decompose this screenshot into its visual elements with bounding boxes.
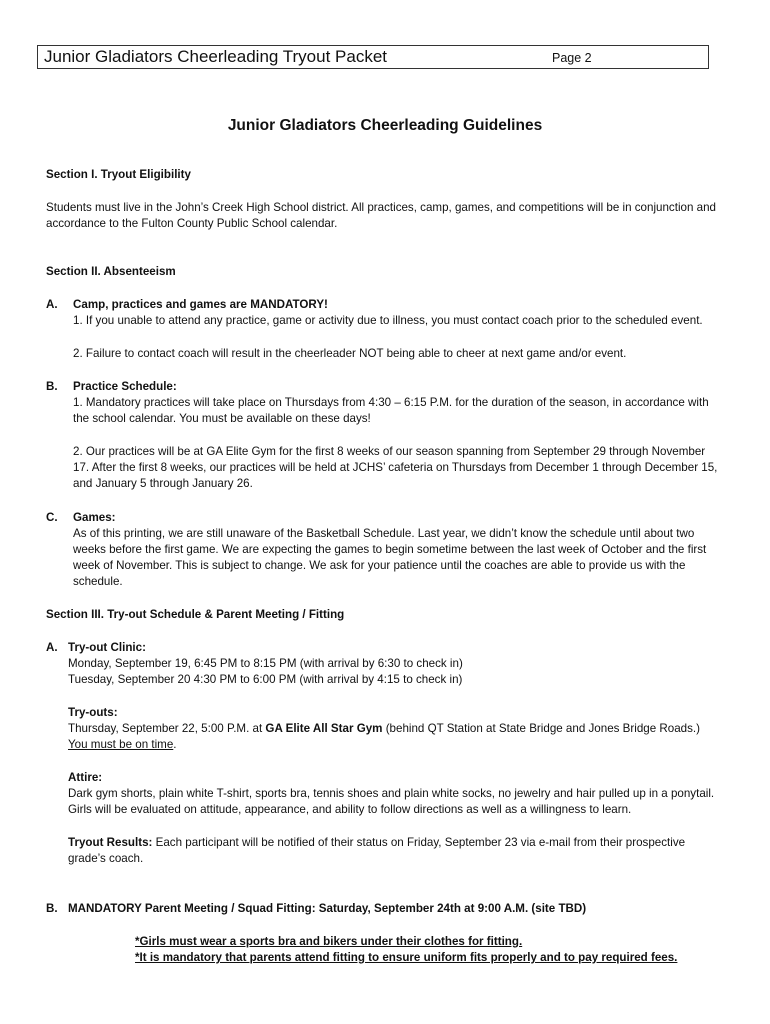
section2-a-item2: 2. Failure to contact coach will result in the cheerleader NOT being able to cheer at next game and/or event.: [73, 347, 627, 360]
attire-line-1: Dark gym shorts, plain white T-shirt, sports bra, tennis shoes and plain white socks, no jewelry and hair pulled up in a ponytail.: [68, 787, 715, 800]
section2-c-title: Games:: [73, 511, 116, 524]
tryouts-text-before: Thursday, September 22, 5:00 P.M. at: [68, 722, 266, 735]
page-header: [37, 45, 709, 69]
section1-text: Students must live in the John’s Creek High School district. All practices, camp, games, and competitions will be in conjunction and accordance to the Fulton County Public School calendar.: [46, 201, 716, 230]
section2-a-item1: 1. If you unable to attend any practice, game or activity due to illness, you must contact coach prior to the scheduled event.: [73, 314, 703, 327]
results-text: Each participant will be notified of their status on Friday, September 23 via e-mail from their prospective grade’s coach.: [68, 836, 686, 865]
section3-b-letter: B.: [46, 902, 58, 915]
attire-title: Attire:: [68, 771, 103, 784]
section3-heading: Section III. Try-out Schedule & Parent Meeting / Fitting: [46, 608, 345, 621]
tryouts-text-after: (behind QT Station at State Bridge and Jones Bridge Roads.): [382, 722, 700, 735]
on-time-period: .: [173, 738, 177, 751]
on-time-text: You must be on time: [68, 738, 174, 751]
section2-b-title: Practice Schedule:: [73, 380, 177, 393]
tryouts-details: [68, 721, 728, 737]
section2-a-title: Camp, practices and games are MANDATORY!: [73, 298, 328, 311]
results-title: Tryout Results:: [68, 836, 153, 849]
page-number: Page 2: [552, 51, 592, 65]
tryouts-on-time: [68, 737, 177, 753]
fitting-note-1: *Girls must wear a sports bra and bikers under their clothes for fitting.: [135, 935, 523, 948]
document-title: Junior Gladiators Cheerleading Guidelines: [227, 117, 543, 134]
section2-b-item1: 1. Mandatory practices will take place on Thursdays from 4:30 – 6:15 P.M. for the duration of the season, in accordance with the school calendar. You must be available on these days!: [73, 396, 709, 425]
tryouts-title: Try-outs:: [68, 706, 118, 719]
section3-a-title: Try-out Clinic:: [68, 641, 146, 654]
section3-a-letter: A.: [46, 641, 58, 654]
fitting-note-2: *It is mandatory that parents attend fitting to ensure uniform fits properly and to pay required fees.: [135, 951, 678, 964]
clinic-line-2: Tuesday, September 20 4:30 PM to 6:00 PM (with arrival by 4:15 to check in): [68, 673, 463, 686]
section2-b-item2: 2. Our practices will be at GA Elite Gym for the first 8 weeks of our season spanning from September 29 through November 17. After the first 8 weeks, our practices will be held at JCHS’ cafeteria on Thursdays from December 1 through December 15, and January 5 through January 26.: [73, 445, 718, 490]
attire-line-2: Girls will be evaluated on attitude, appearance, and ability to follow directions as well as a willingness to learn.: [68, 803, 632, 816]
section2-c-text: As of this printing, we are still unaware of the Basketball Schedule. Last year, we didn’t know the schedule until about two weeks before the first game. We are expecting the games to begin sometime between the last week of October and the first week of November. This is subject to change. We ask for your patience until the coaches are able to provide us with the schedule.: [73, 527, 707, 588]
clinic-line-1: Monday, September 19, 6:45 PM to 8:15 PM (with arrival by 6:30 to check in): [68, 657, 463, 670]
section2-b-letter: B.: [46, 380, 58, 393]
header-title: Junior Gladiators Cheerleading Tryout Packet: [44, 47, 388, 66]
tryouts-location: GA Elite All Star Gym: [265, 722, 383, 735]
section2-c-letter: C.: [46, 511, 58, 524]
section2-a-letter: A.: [46, 298, 58, 311]
section3-b-title: MANDATORY Parent Meeting / Squad Fitting: Saturday, September 24th at 9:00 A.M. (site TBD): [68, 902, 587, 915]
section2-heading: Section II. Absenteeism: [46, 265, 176, 278]
tryout-results: [68, 835, 723, 867]
section1-heading: Section I. Tryout Eligibility: [46, 168, 191, 181]
